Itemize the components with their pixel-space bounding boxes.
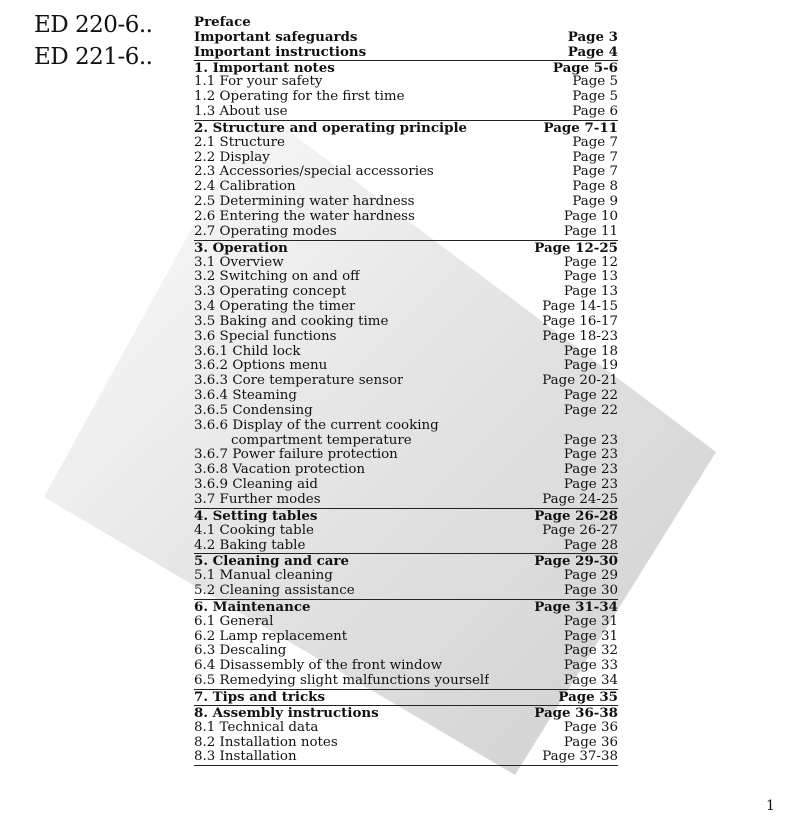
toc-entry-title: 3.6.4 Steaming bbox=[194, 389, 297, 404]
toc-entry-page: Page 30 bbox=[563, 583, 618, 599]
toc-entry bbox=[194, 419, 618, 434]
toc-entry-page: Page 18 bbox=[563, 343, 618, 359]
toc-entry bbox=[194, 524, 618, 539]
toc-entry-page: Page 7 bbox=[572, 149, 618, 165]
toc-entry-page: Page 9 bbox=[572, 194, 618, 210]
toc-entry-title: 6. Maintenance bbox=[194, 599, 311, 615]
toc-entry bbox=[194, 389, 618, 404]
toc-entry-page: Page 10 bbox=[563, 208, 618, 224]
toc-entry-title: 6.2 Lamp replacement bbox=[194, 629, 348, 644]
toc-entry-title: 3.1 Overview bbox=[194, 255, 284, 270]
toc-entry bbox=[194, 300, 618, 315]
toc-entry-title: 3.6.3 Core temperature sensor bbox=[194, 374, 404, 389]
toc-entry bbox=[194, 644, 618, 659]
toc-entry bbox=[194, 180, 618, 195]
toc-entry-title: compartment temperature bbox=[231, 433, 412, 448]
toc-entry bbox=[194, 569, 618, 584]
toc-entry-title: 4.2 Baking table bbox=[194, 538, 306, 553]
toc-entry bbox=[194, 270, 618, 285]
toc-entry-page: Page 12-25 bbox=[534, 239, 618, 256]
toc-entry-title: 3.6.8 Vacation protection bbox=[194, 463, 366, 478]
toc-section-heading bbox=[194, 509, 618, 524]
toc-entry-page: Page 23 bbox=[563, 477, 618, 493]
toc-entry-page: Page 22 bbox=[563, 402, 618, 418]
toc-entry bbox=[194, 463, 618, 478]
toc-entry-title: 8.3 Installation bbox=[194, 750, 297, 765]
toc-entry-title: 2.6 Entering the water hardness bbox=[194, 209, 415, 224]
toc-entry-title: 3.5 Baking and cooking time bbox=[194, 314, 389, 329]
toc-entry bbox=[194, 330, 618, 345]
toc-entry-page: Page 5 bbox=[572, 89, 618, 105]
toc-entry-title: 2.1 Structure bbox=[194, 135, 285, 150]
toc-entry bbox=[194, 210, 618, 225]
toc-entry-page: Page 13 bbox=[563, 284, 618, 300]
toc-entry bbox=[194, 539, 618, 555]
toc-entry bbox=[194, 721, 618, 736]
toc-entry-title: 1.1 For your safety bbox=[194, 75, 323, 90]
toc-entry-title: Preface bbox=[194, 15, 251, 30]
toc-entry-title: Important instructions bbox=[194, 44, 367, 60]
toc-entry-title: 6.5 Remedying slight malfunctions yourself bbox=[194, 674, 490, 689]
toc-entry-page: Page 16-17 bbox=[542, 313, 618, 329]
toc-entry-page: Page 11 bbox=[563, 223, 618, 239]
toc-entry-page: Page 22 bbox=[563, 388, 618, 404]
toc-entry-title: 3.6.2 Options menu bbox=[194, 359, 328, 374]
toc-entry-title: 4. Setting tables bbox=[194, 508, 318, 524]
toc-entry bbox=[194, 90, 618, 105]
toc-entry-page: Page 13 bbox=[563, 269, 618, 285]
toc-entry bbox=[194, 136, 618, 151]
toc-entry-page: Page 4 bbox=[567, 43, 618, 60]
toc-entry-title: 1.3 About use bbox=[194, 105, 288, 120]
toc-entry-page: Page 12 bbox=[563, 254, 618, 270]
toc-entry-title: 2. Structure and operating principle bbox=[194, 120, 468, 136]
toc-entry-title: 3.4 Operating the timer bbox=[194, 300, 356, 315]
toc-entry-page: Page 8 bbox=[572, 179, 618, 195]
toc-entry-page: Page 36 bbox=[563, 719, 618, 735]
toc-entry-page: Page 36 bbox=[563, 734, 618, 750]
toc-section-heading bbox=[194, 690, 618, 706]
toc-entry bbox=[194, 165, 618, 180]
toc-entry-title: 7. Tips and tricks bbox=[194, 689, 325, 705]
toc-section-heading bbox=[194, 600, 618, 615]
toc-entry bbox=[194, 374, 618, 389]
toc-entry bbox=[194, 225, 618, 241]
toc-entry-page: Page 5 bbox=[572, 74, 618, 90]
toc-entry-page: Page 14-15 bbox=[542, 299, 618, 315]
table-of-contents bbox=[194, 15, 618, 766]
model-number-2: ED 221-6.. bbox=[34, 44, 153, 70]
toc-entry-page: Page 7 bbox=[572, 134, 618, 150]
toc-entry bbox=[194, 105, 618, 121]
toc-section-heading bbox=[194, 30, 618, 45]
toc-entry-title: 3.7 Further modes bbox=[194, 493, 321, 507]
model-number-1: ED 220-6.. bbox=[34, 12, 153, 38]
toc-entry-page: Page 7-11 bbox=[543, 119, 618, 136]
toc-entry bbox=[194, 404, 618, 419]
toc-entry-title: Important safeguards bbox=[194, 29, 358, 45]
toc-entry-title: 5.1 Manual cleaning bbox=[194, 569, 333, 584]
toc-entry-title: 3. Operation bbox=[194, 240, 288, 256]
toc-entry bbox=[194, 750, 618, 766]
toc-entry-page: Page 23 bbox=[563, 447, 618, 463]
toc-entry bbox=[194, 736, 618, 751]
toc-entry-title: 5.2 Cleaning assistance bbox=[194, 584, 355, 599]
toc-entry bbox=[194, 195, 618, 210]
toc-section-heading bbox=[194, 15, 618, 30]
toc-entry-page: Page 32 bbox=[563, 643, 618, 659]
toc-entry-title: 3.6.7 Power failure protection bbox=[194, 448, 398, 463]
toc-section-heading bbox=[194, 241, 618, 256]
toc-entry-page: Page 26-27 bbox=[542, 522, 618, 538]
toc-entry-title: 2.3 Accessories/special accessories bbox=[194, 165, 434, 180]
toc-entry bbox=[194, 151, 618, 166]
toc-entry bbox=[194, 615, 618, 630]
toc-entry bbox=[194, 256, 618, 271]
toc-section-heading bbox=[194, 61, 618, 76]
toc-entry-title: 6.3 Descaling bbox=[194, 644, 287, 659]
toc-entry-page: Page 23 bbox=[563, 462, 618, 478]
toc-entry-page: Page 26-28 bbox=[534, 507, 618, 524]
toc-entry-page: Page 19 bbox=[563, 358, 618, 374]
toc-entry-title: 3.6.9 Cleaning aid bbox=[194, 478, 318, 493]
toc-entry-title: 3.2 Switching on and off bbox=[194, 270, 360, 285]
toc-entry bbox=[194, 285, 618, 300]
toc-entry-title: 3.6 Special functions bbox=[194, 329, 337, 344]
toc-entry-page: Page 37-38 bbox=[542, 749, 618, 765]
toc-entry-page: Page 5-6 bbox=[552, 59, 618, 76]
toc-entry-page: Page 20-21 bbox=[542, 373, 618, 389]
toc-entry-page: Page 23 bbox=[563, 432, 618, 448]
toc-entry-title: 3.6.1 Child lock bbox=[194, 344, 301, 359]
toc-entry bbox=[194, 674, 618, 690]
toc-entry-page: Page 29-30 bbox=[534, 553, 618, 570]
toc-entry-page: Page 33 bbox=[563, 658, 618, 674]
toc-entry-title: 6.1 General bbox=[194, 614, 274, 629]
toc-entry-page: Page 3 bbox=[567, 28, 618, 45]
toc-entry bbox=[194, 75, 618, 90]
toc-entry-title: 5. Cleaning and care bbox=[194, 554, 350, 570]
toc-entry-title: 1.2 Operating for the first time bbox=[194, 90, 405, 105]
toc-entry bbox=[194, 434, 618, 449]
toc-entry-page: Page 29 bbox=[563, 568, 618, 584]
toc-section-heading bbox=[194, 554, 618, 569]
toc-entry-page: Page 7 bbox=[572, 164, 618, 180]
toc-entry-title: 2.7 Operating modes bbox=[194, 224, 337, 239]
toc-entry bbox=[194, 659, 618, 674]
toc-entry-page: Page 35 bbox=[558, 688, 618, 705]
toc-entry-page: Page 18-23 bbox=[542, 328, 618, 344]
page-number: 1 bbox=[766, 798, 775, 814]
toc-entry-page: Page 31 bbox=[563, 613, 618, 629]
toc-entry-title: 8.2 Installation notes bbox=[194, 735, 338, 750]
toc-section-heading bbox=[194, 45, 618, 61]
toc-entry-title: 2.4 Calibration bbox=[194, 180, 296, 195]
toc-entry-title: 4.1 Cooking table bbox=[194, 523, 314, 538]
toc-entry bbox=[194, 584, 618, 600]
toc-entry-page: Page 24-25 bbox=[542, 492, 618, 507]
toc-entry bbox=[194, 359, 618, 374]
toc-entry bbox=[194, 478, 618, 493]
toc-entry-title: 3.3 Operating concept bbox=[194, 285, 347, 300]
toc-entry-title: 8.1 Technical data bbox=[194, 720, 319, 735]
toc-entry-page: Page 36-38 bbox=[534, 704, 618, 721]
toc-entry-page: Page 31 bbox=[563, 628, 618, 644]
toc-entry bbox=[194, 345, 618, 360]
toc-entry-title: 8. Assembly instructions bbox=[194, 705, 379, 721]
toc-entry-page: Page 34 bbox=[563, 673, 618, 689]
toc-entry-title: 2.5 Determining water hardness bbox=[194, 195, 415, 210]
toc-entry-page: Page 31-34 bbox=[534, 598, 618, 615]
toc-entry-title: 6.4 Disassembly of the front window bbox=[194, 659, 443, 674]
toc-entry-title: 3.6.6 Display of the current cooking bbox=[194, 418, 439, 433]
toc-section-heading bbox=[194, 121, 618, 136]
toc-entry-page: Page 6 bbox=[572, 104, 618, 120]
toc-entry-page: Page 28 bbox=[563, 537, 618, 553]
toc-section-heading bbox=[194, 706, 618, 721]
toc-entry-title: 2.2 Display bbox=[194, 150, 270, 165]
toc-entry-title: 1. Important notes bbox=[194, 60, 335, 76]
toc-entry bbox=[194, 630, 618, 645]
toc-entry-title: 3.6.5 Condensing bbox=[194, 403, 313, 418]
toc-entry bbox=[194, 448, 618, 463]
toc-entry bbox=[194, 493, 618, 509]
toc-entry bbox=[194, 315, 618, 330]
